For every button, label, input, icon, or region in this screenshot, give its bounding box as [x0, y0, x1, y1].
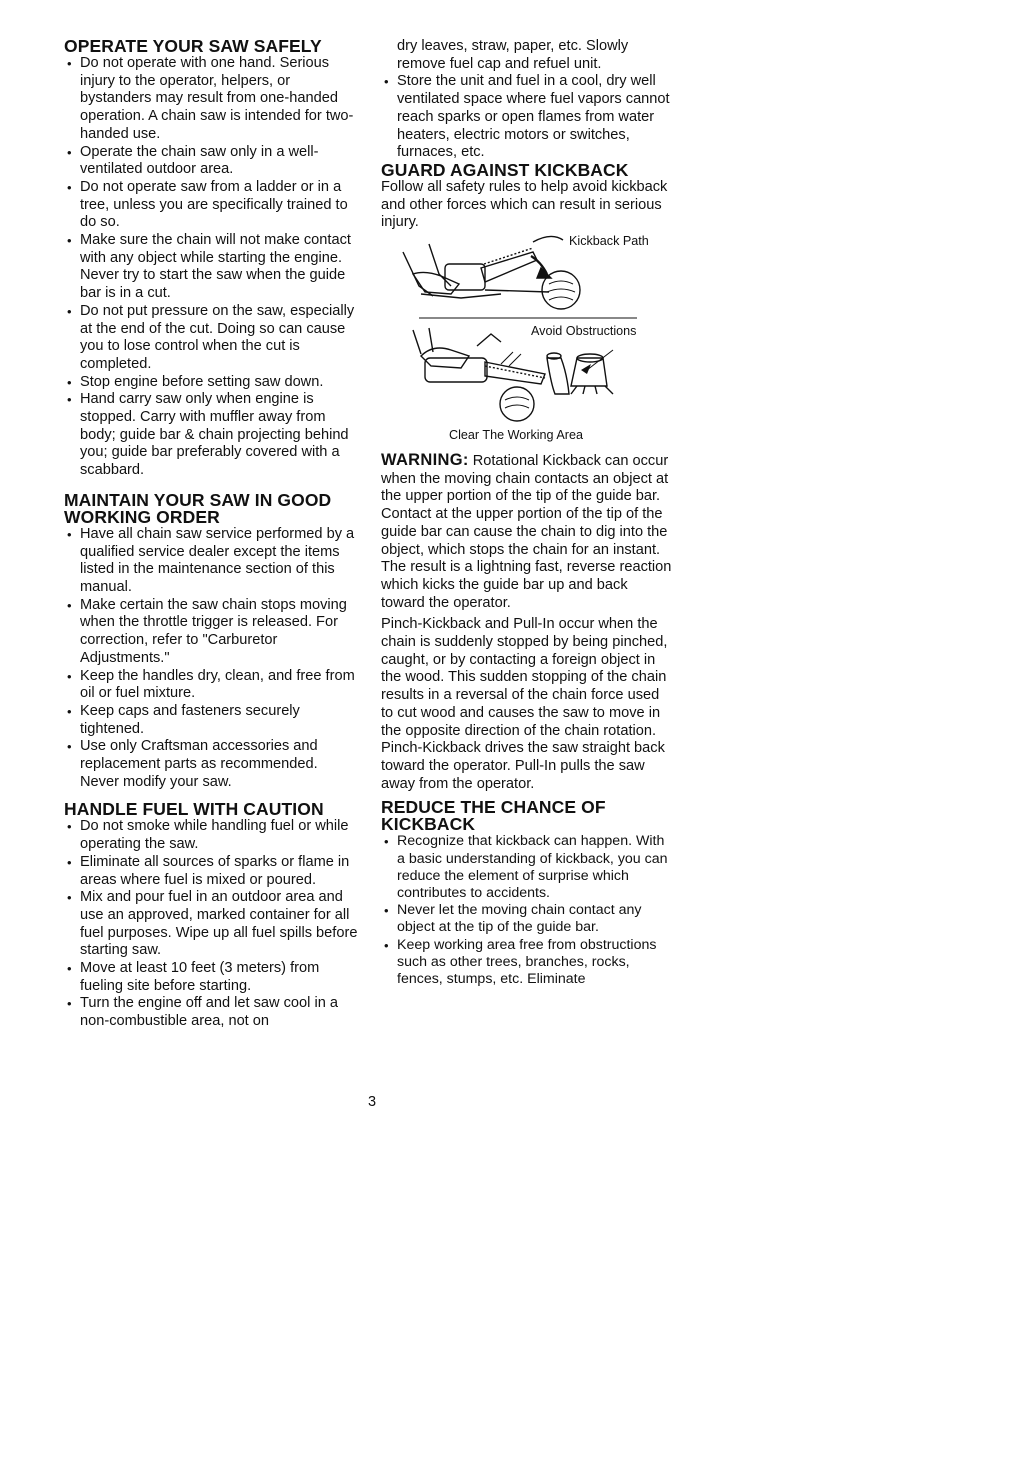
- section-heading-maintain: MAINTAIN YOUR SAW IN GOOD WORKING ORDER: [64, 489, 332, 527]
- page-number: 3: [368, 1094, 377, 1110]
- list-item: • Turn the engine off and let saw cool in a non-combustible area, not on: [64, 995, 360, 1030]
- list-item: • Stop engine before setting saw down.: [64, 374, 360, 392]
- list-item: • Eliminate all sources of sparks or flame in areas where fuel is mixed or poured.: [64, 854, 360, 889]
- section-heading-kickback: GUARD AGAINST KICKBACK: [381, 159, 629, 180]
- figure-caption: Clear The Working Area: [449, 428, 583, 443]
- kickback-intro: Follow all safety rules to help avoid kickback and other forces which can result in serious injury.: [381, 178, 668, 231]
- section-heading-reduce: REDUCE THE CHANCE OF KICKBACK: [381, 797, 606, 835]
- fuel-list: [64, 818, 360, 1030]
- reduce-list: [381, 833, 673, 988]
- right-column: [381, 38, 673, 988]
- list-item: • Store the unit and fuel in a cool, dry well ventilated space where fuel vapors cannot reach sparks or open flames from water heaters, electric motors or switches, furnaces, etc.: [381, 73, 673, 162]
- figure-label-kickback-path: Kickback Path: [569, 234, 649, 249]
- list-item: • Hand carry saw only when engine is stopped. Carry with muffler away from body; guide bar & chain projecting behind you; guide bar preferably covered with a scabbard.: [64, 391, 360, 480]
- fuel-continued-text: dry leaves, straw, paper, etc. Slowly remove fuel cap and refuel unit.: [397, 38, 629, 72]
- pinch-kickback-paragraph: Pinch-Kickback and Pull-In occur when the chain is suddenly stopped by being pinched, caught, or by contacting a foreign object in the wood. This sudden stopping of the chain results in a reversal of the chain force used to cut wood and causes the saw to move in the opposite direction of the chain rotation. Pinch-Kickback drives the saw straight back toward the operator. Pull-In pulls the saw away from the operator.: [381, 616, 668, 792]
- list-item: • Keep the handles dry, clean, and free from oil or fuel mixture.: [64, 668, 360, 703]
- operate-list: [64, 55, 360, 480]
- maintain-list: [64, 526, 360, 792]
- list-item: • Operate the chain saw only in a well-ventilated outdoor area.: [64, 144, 360, 179]
- warning-paragraph: [381, 452, 673, 612]
- list-item: • Do not operate with one hand. Serious injury to the operator, helpers, or bystanders may result from one-handed operation. A chain saw is intended for two-handed use.: [64, 55, 360, 144]
- list-item: • Have all chain saw service performed by a qualified service dealer except the items listed in the maintenance section of this manual.: [64, 526, 360, 597]
- section-heading-fuel: HANDLE FUEL WITH CAUTION: [64, 799, 324, 820]
- kickback-illustration: [381, 234, 673, 424]
- list-item: • Move at least 10 feet (3 meters) from fueling site before starting.: [64, 960, 360, 995]
- list-item: • Make sure the chain will not make contact with any object while starting the engine. Never try to start the saw when the guide bar is in a cut.: [64, 232, 360, 303]
- list-item: • Recognize that kickback can happen. With a basic understanding of kickback, you can reduce the element of surprise which contributes to accidents.: [381, 833, 673, 902]
- fuel-continued-list: [381, 73, 673, 162]
- list-item: • Make certain the saw chain stops moving when the throttle trigger is released. For correction, refer to "Carburetor Adjustments.": [64, 597, 360, 668]
- list-item: • Use only Craftsman accessories and replacement parts as recommended. Never modify your saw.: [64, 738, 360, 791]
- section-heading-operate: OPERATE YOUR SAW SAFELY: [64, 36, 322, 56]
- figure-label-avoid-obstructions: Avoid Obstructions: [531, 324, 637, 339]
- list-item: • Keep working area free from obstructions such as other trees, branches, rocks, fences, stumps, etc. Eliminate: [381, 937, 673, 989]
- warning-label: WARNING:: [381, 451, 469, 470]
- list-item: • Do not put pressure on the saw, especially at the end of the cut. Doing so can cause you to lose control when the cut is completed.: [64, 303, 360, 374]
- list-item: • Mix and pour fuel in an outdoor area and use an approved, marked container for all fuel purposes. Wipe up all fuel spills before starting saw.: [64, 889, 360, 960]
- list-item: • Do not operate saw from a ladder or in a tree, unless you are specifically trained to do so.: [64, 179, 360, 232]
- list-item: • Keep caps and fasteners securely tightened.: [64, 703, 360, 738]
- warning-text: Rotational Kickback can occur when the moving chain contacts an object at the upper portion of the tip of the guide bar. Contact at the upper portion of the tip of the guide bar can cause the chain to dig into the object, which stops the chain for an instant. The result is a lightning fast, reverse reaction which kicks the guide bar up and back toward the operator.: [381, 453, 672, 611]
- left-column: [64, 38, 360, 1031]
- list-item: • Do not smoke while handling fuel or while operating the saw.: [64, 818, 360, 853]
- list-item: • Never let the moving chain contact any object at the tip of the guide bar.: [381, 902, 673, 936]
